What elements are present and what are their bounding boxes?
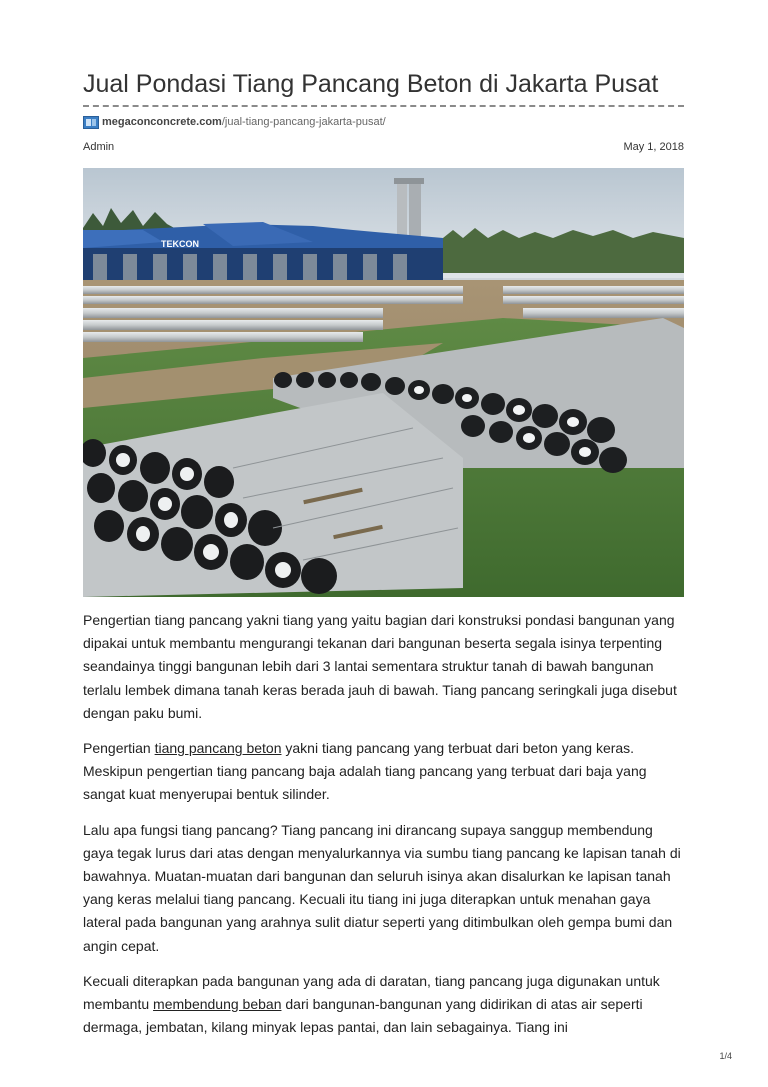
link-tiang-pancang-beton[interactable]: tiang pancang beton [154, 740, 282, 757]
warehouse-sign: TEKCON [161, 239, 199, 249]
paragraph-2-text-start: Pengertian [83, 740, 155, 757]
article-title: Jual Pondasi Tiang Pancang Beton di Jakarta Pusat [83, 70, 659, 98]
tree-line-right [443, 228, 684, 273]
site-favicon-icon [83, 116, 99, 129]
paragraph-4-text-end: dari bangunan-bangunan yang didirikan di atas air seperti dermaga, jembatan, kilang minyak lepas pantai, dan lain sebagainya. Tiang ini [83, 996, 643, 1036]
article-date: May 1, 2018 [623, 141, 684, 153]
title-divider [83, 105, 684, 107]
article-body [83, 609, 684, 1051]
paragraph-1: Pengertian tiang pancang yakni tiang yang yaitu bagian dari konstruksi pondasi bangunan yang dipakai untuk membantu mengurangi tekanan dari bangunan beserta segala isinya terpenting seandainya tinggi bangunan lebih dari 3 lantai sementara struktur tanah di bawah bangunan terlalu lembek dimana tanah keras berada jauh di bawah. Tiang pancang seringkali juga disebut dengan paku bumi. [83, 612, 677, 721]
link-membendung-beban[interactable]: membendung beban [153, 996, 282, 1013]
paragraph-2-text-end: yakni tiang pancang yang terbuat dari beton yang keras. Meskipun pengertian tiang pancang baja adalah tiang pancang yang terbuat dari baja yang sangat kuat menyerupai bentuk silinder. [83, 740, 647, 803]
paragraph-3: Lalu apa fungsi tiang pancang? Tiang pancang ini dirancang supaya sanggup membendung gaya tegak lurus dari atas dengan menyalurkannya via sumbu tiang pancang ke lapisan tanah di bawahnya. Muatan-muatan dari bangunan dan seluruh isinya akan disalurkan ke lapisan tanah yang keras melalui tiang pancang. Kecuali itu tiang ini juga diterapkan untuk menahan gaya lateral pada bangunan yang arahnya sulit diatur seperti yang ditimbulkan oleh gempa bumi dan angin cepat. [83, 821, 681, 954]
paragraph-2 [83, 737, 684, 807]
source-path[interactable]: /jual-tiang-pancang-jakarta-pusat/ [221, 116, 386, 128]
hero-image [83, 168, 684, 597]
page-number: 1/4 [719, 1051, 732, 1061]
paragraph-4 [83, 970, 684, 1040]
source-domain[interactable]: megaconconcrete.com [102, 116, 222, 128]
article-author: Admin [83, 141, 115, 153]
source-line [83, 114, 386, 130]
paragraph-4-text-start: Kecuali diterapkan pada bangunan yang ada di daratan, tiang pancang juga digunakan untuk membantu [83, 972, 660, 1013]
